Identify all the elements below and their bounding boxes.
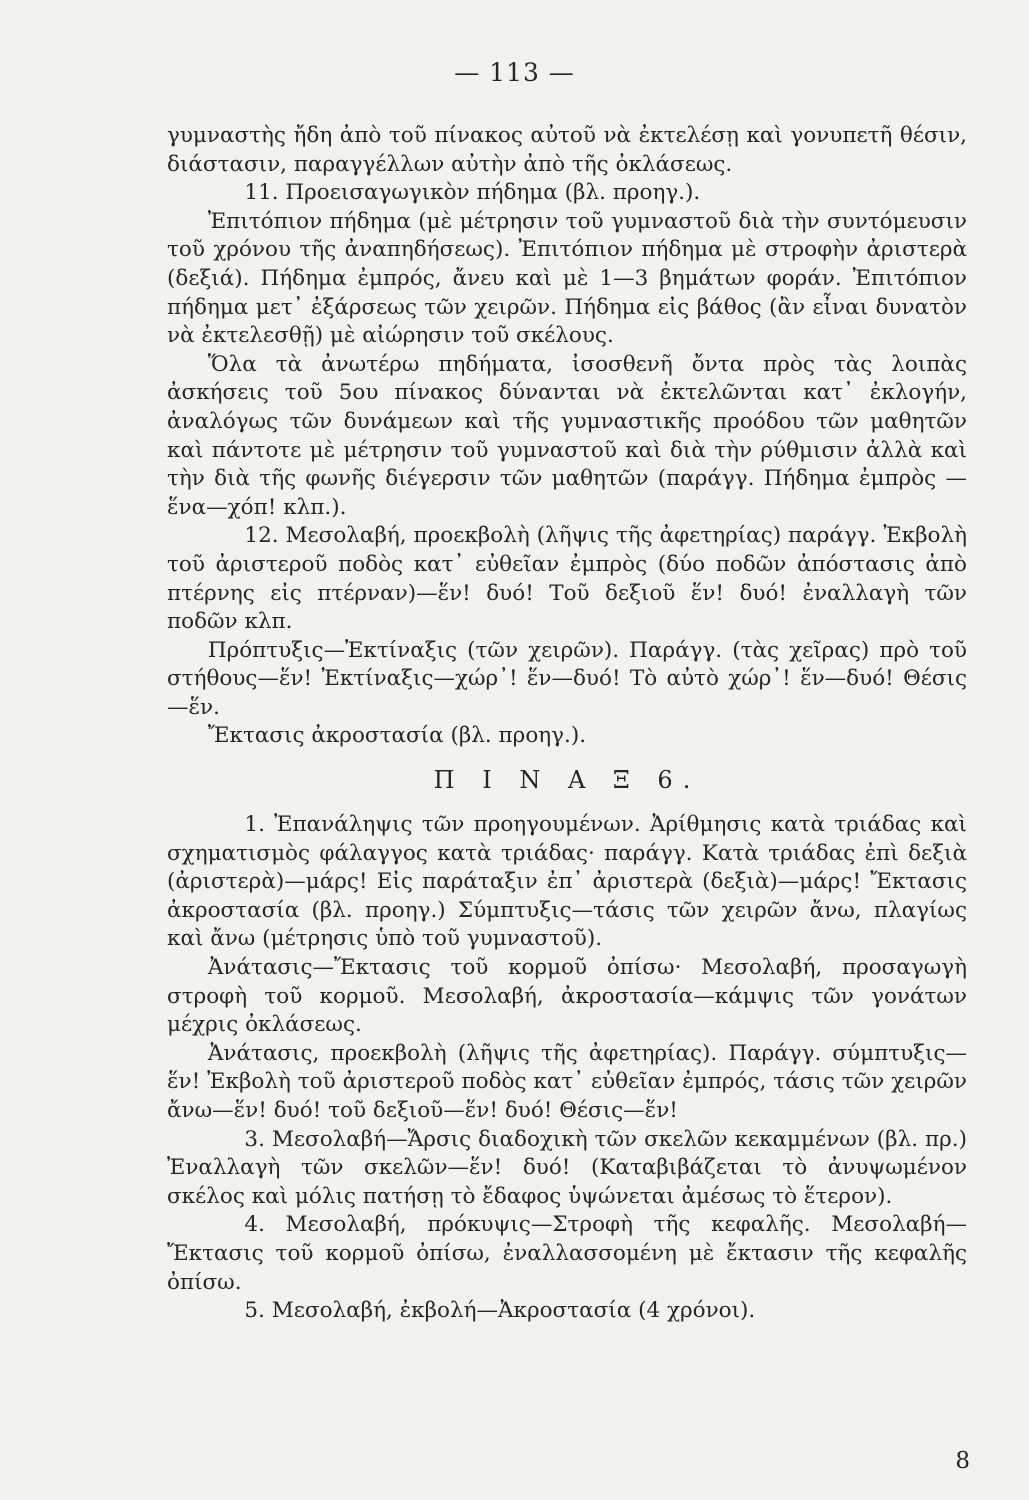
paragraph: Ἀνάτασις—Ἔκτασις τοῦ κορμοῦ ὀπίσω· Μεσολαβή, προσαγωγὴ στροφὴ τοῦ κορμοῦ. Μεσολαβή, ἀκροστασία—κάμψις τῶν γονάτων μέχρις ὀκλάσεως.: [167, 955, 967, 1038]
paragraph: Ἀνάτασις, προεκβολὴ (λῆψις τῆς ἀφετηρίας). Παράγγ. σύμπτυξις—ἕν! Ἐκβολὴ τοῦ ἀριστεροῦ ποδὸς κατ᾿ εὐθεῖαν ἐμπρός, τάσις τῶν χειρῶν ἄνω—ἕν! δυό! τοῦ δεξιοῦ—ἕν! δυό! Θέσις—ἕν!: [167, 1040, 967, 1123]
paragraph: γυμναστὴς ἤδη ἀπὸ τοῦ πίνακος αὐτοῦ νὰ ἐκτελέσῃ καὶ γονυπετῆ θέσιν, διάστασιν, παραγγέλλων αὐτὴν ἀπὸ τῆς ὀκλάσεως.: [167, 123, 967, 177]
page-number: — 113 —: [454, 58, 575, 87]
paragraph: 5. Μεσολαβή, ἐκβολή—Ἀκροστασία (4 χρόνοι).: [244, 1298, 756, 1324]
paragraph: 12. Μεσολαβή, προεκβολὴ (λῆψις τῆς ἀφετηρίας) παράγγ. Ἐκβολὴ τοῦ ἀριστεροῦ ποδὸς κατ᾿ εὐθεῖαν ἐμπρὸς (δύο ποδῶν ἀπόστασις ἀπὸ πτέρνης εἰς πτέρναν)—ἕν! δυό! Τοῦ δεξιοῦ ἕν! δυό! ἐναλλαγὴ τῶν ποδῶν κλπ.: [167, 523, 967, 635]
paragraph: Ἐπιτόπιον πήδημα (μὲ μέτρησιν τοῦ γυμναστοῦ διὰ τὴν συντόμευσιν τοῦ χρόνου τῆς ἀναπηδήσεως). Ἐπιτόπιον πήδημα μὲ στροφὴν ἀριστερὰ (δεξιά). Πήδημα ἐμπρός, ἄνευ καὶ μὲ 1—3 βημάτων φοράν. Ἐπιτόπιον πήδημα μετ᾿ ἐξάρσεως τῶν χειρῶν. Πήδημα εἰς βάθος (ἂν εἶναι δυνατὸν νὰ ἐκτελεσθῇ) μὲ αἰώρησιν τοῦ σκέλους.: [167, 208, 967, 349]
body-text: [167, 122, 967, 1326]
signature-mark: 8: [955, 1448, 970, 1474]
paragraph: 11. Προεισαγωγικὸν πήδημα (βλ. προηγ.).: [244, 180, 701, 206]
section-heading: Π Ι Ν Α Ξ 6.: [433, 766, 701, 795]
paragraph: 3. Μεσολαβή—Ἄρσις διαδοχικὴ τῶν σκελῶν κεκαμμένων (βλ. πρ.) Ἐναλλαγὴ τῶν σκελῶν—ἕν! δυό! (Καταβιβάζεται τὸ ἀνυψωμένον σκέλος καὶ μόλις πατήσῃ τὸ ἔδαφος ὑψώνεται ἀμέσως τὸ ἕτερον).: [167, 1126, 967, 1209]
paragraph: Ὅλα τὰ ἀνωτέρω πηδήματα, ἰσοσθενῆ ὄντα πρὸς τὰς λοιπὰς ἀσκήσεις τοῦ 5ου πίνακος δύνανται νὰ ἐκτελῶνται κατ᾿ ἐκλογήν, ἀναλόγως τῶν δυνάμεων καὶ τῆς γυμναστικῆς προόδου τῶν μαθητῶν καὶ πάντοτε μὲ μέτρησιν τοῦ γυμναστοῦ καὶ διὰ τὴν ρύθμισιν ἀλλὰ καὶ τὴν διὰ τῆς φωνῆς διέγερσιν τῶν μαθητῶν (παράγγ. Πήδημα ἐμπρὸς —ἕνα—χόπ! κλπ.).: [167, 351, 967, 520]
paragraph: 4. Μεσολαβή, πρόκυψις—Στροφὴ τῆς κεφαλῆς. Μεσολαβή—Ἔκτασις τοῦ κορμοῦ ὀπίσω, ἐναλλασσομένη μὲ ἔκτασιν τῆς κεφαλῆς ὀπίσω.: [167, 1212, 967, 1295]
paragraph: Πρόπτυξις—Ἐκτίναξις (τῶν χειρῶν). Παράγγ. (τὰς χεῖρας) πρὸ τοῦ στήθους—ἕν! Ἐκτίναξις—χώρ᾿! ἕν—δυό! Τὸ αὐτὸ χώρ᾿! ἕν—δυό! Θέσις—ἕν.: [167, 637, 967, 720]
paragraph: Ἔκτασις ἀκροστασία (βλ. προηγ.).: [207, 723, 587, 749]
paragraph: 1. Ἐπανάληψις τῶν προηγουμένων. Ἀρίθμησις κατὰ τριάδας καὶ σχηματισμὸς φάλαγγος κατὰ τριάδας· παράγγ. Κατὰ τριάδας ἐπὶ δεξιὰ (ἀριστερὰ)—μάρς! Εἰς παράταξιν ἐπ᾿ ἀριστερὰ (δεξιὰ)—μάρς! Ἔκτασις ἀκροστασία (βλ. προηγ.) Σύμπτυξις—τάσις τῶν χειρῶν ἄνω, πλαγίως καὶ ἄνω (μέτρησις ὑπὸ τοῦ γυμναστοῦ).: [167, 812, 967, 952]
